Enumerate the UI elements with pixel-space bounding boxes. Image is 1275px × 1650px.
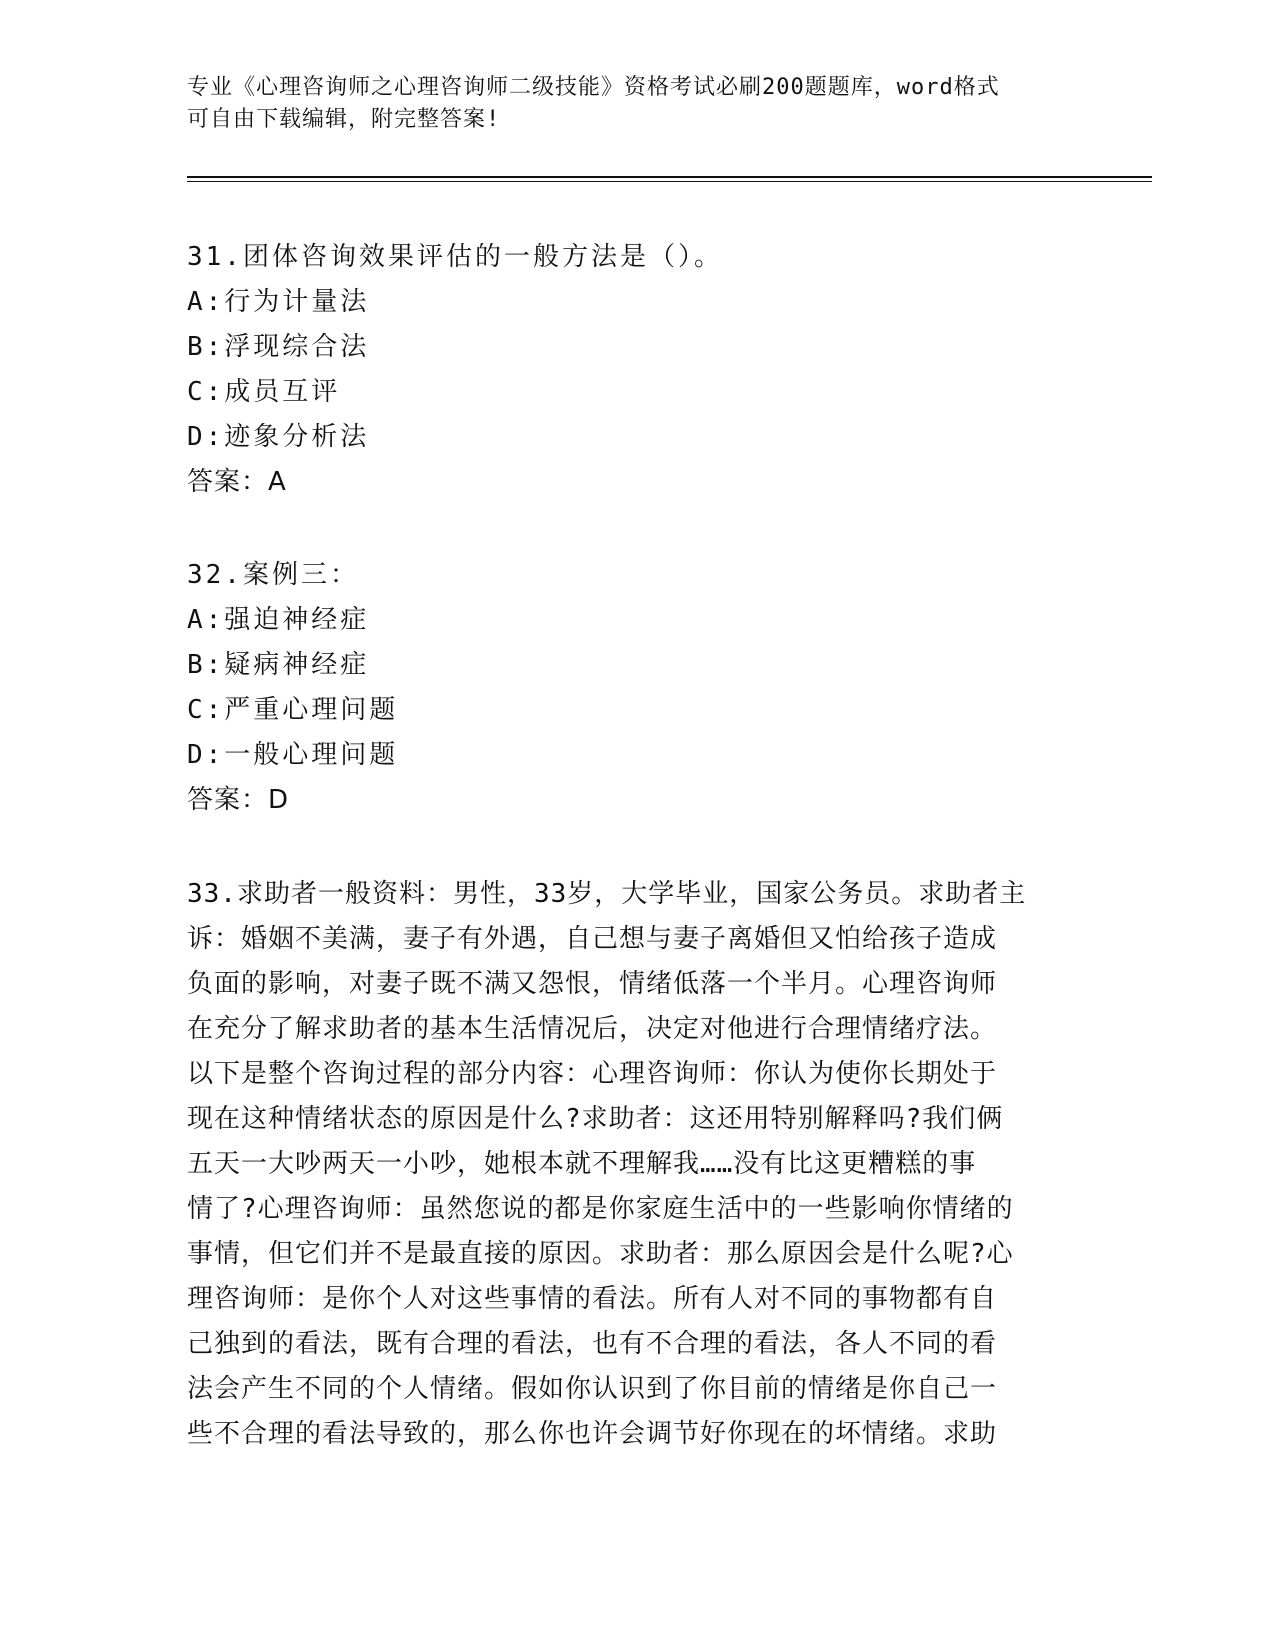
question-text-line: 以下是整个咨询过程的部分内容：心理咨询师：你认为使你长期处于 — [187, 1059, 998, 1089]
option-a: A:行为计量法 — [187, 287, 370, 317]
question-32 — [187, 553, 1087, 823]
question-text-line: 现在这种情绪状态的原因是什么?求助者：这还用特别解释吗?我们俩 — [187, 1104, 1004, 1134]
header-line-2: 可自由下载编辑，附完整答案! — [187, 107, 501, 132]
option-c: C:严重心理问题 — [187, 695, 399, 725]
question-text-line: 情了?心理咨询师：虽然您说的都是你家庭生活中的一些影响你情绪的 — [187, 1194, 1014, 1224]
question-text-line: 理咨询师：是你个人对这些事情的看法。所有人对不同的事物都有自 — [187, 1284, 998, 1314]
answer-line: 答案：D — [187, 785, 290, 815]
option-d: D:一般心理问题 — [187, 740, 399, 770]
question-31 — [187, 235, 1087, 505]
question-text-line: 些不合理的看法导致的，那么你也许会调节好你现在的坏情绪。求助 — [187, 1419, 998, 1449]
document-header — [187, 72, 1067, 136]
header-line-1: 专业《心理咨询师之心理咨询师二级技能》资格考试必刷200题题库，word格式 — [187, 75, 1000, 100]
question-text-line: 诉：婚姻不美满，妻子有外遇，自己想与妻子离婚但又怕给孩子造成 — [187, 924, 998, 954]
question-stem: 32.案例三： — [187, 560, 359, 590]
option-d: D:迹象分析法 — [187, 422, 370, 452]
option-c: C:成员互评 — [187, 377, 341, 407]
header-divider-thick — [187, 176, 1152, 178]
header-divider-thin — [187, 181, 1152, 182]
question-text-line: 法会产生不同的个人情绪。假如你认识到了你目前的情绪是你自己一 — [187, 1374, 998, 1404]
question-33 — [187, 872, 1087, 1457]
option-a: A:强迫神经症 — [187, 605, 370, 635]
answer-line: 答案：A — [187, 467, 287, 497]
question-text-line: 在充分了解求助者的基本生活情况后，决定对他进行合理情绪疗法。 — [187, 1014, 998, 1044]
option-b: B:疑病神经症 — [187, 650, 370, 680]
question-text-line: 负面的影响，对妻子既不满又怨恨，情绪低落一个半月。心理咨询师 — [187, 969, 998, 999]
option-b: B:浮现综合法 — [187, 332, 370, 362]
question-stem: 31.团体咨询效果评估的一般方法是（）。 — [187, 242, 723, 272]
question-text-line: 33.求助者一般资料：男性，33岁，大学毕业，国家公务员。求助者主 — [187, 879, 1027, 909]
question-text-line: 五天一大吵两天一小吵，她根本就不理解我……没有比这更糟糕的事 — [187, 1149, 977, 1179]
question-text-line: 事情，但它们并不是最直接的原因。求助者：那么原因会是什么呢?心 — [187, 1239, 1014, 1269]
question-text-line: 己独到的看法，既有合理的看法，也有不合理的看法，各人不同的看 — [187, 1329, 998, 1359]
